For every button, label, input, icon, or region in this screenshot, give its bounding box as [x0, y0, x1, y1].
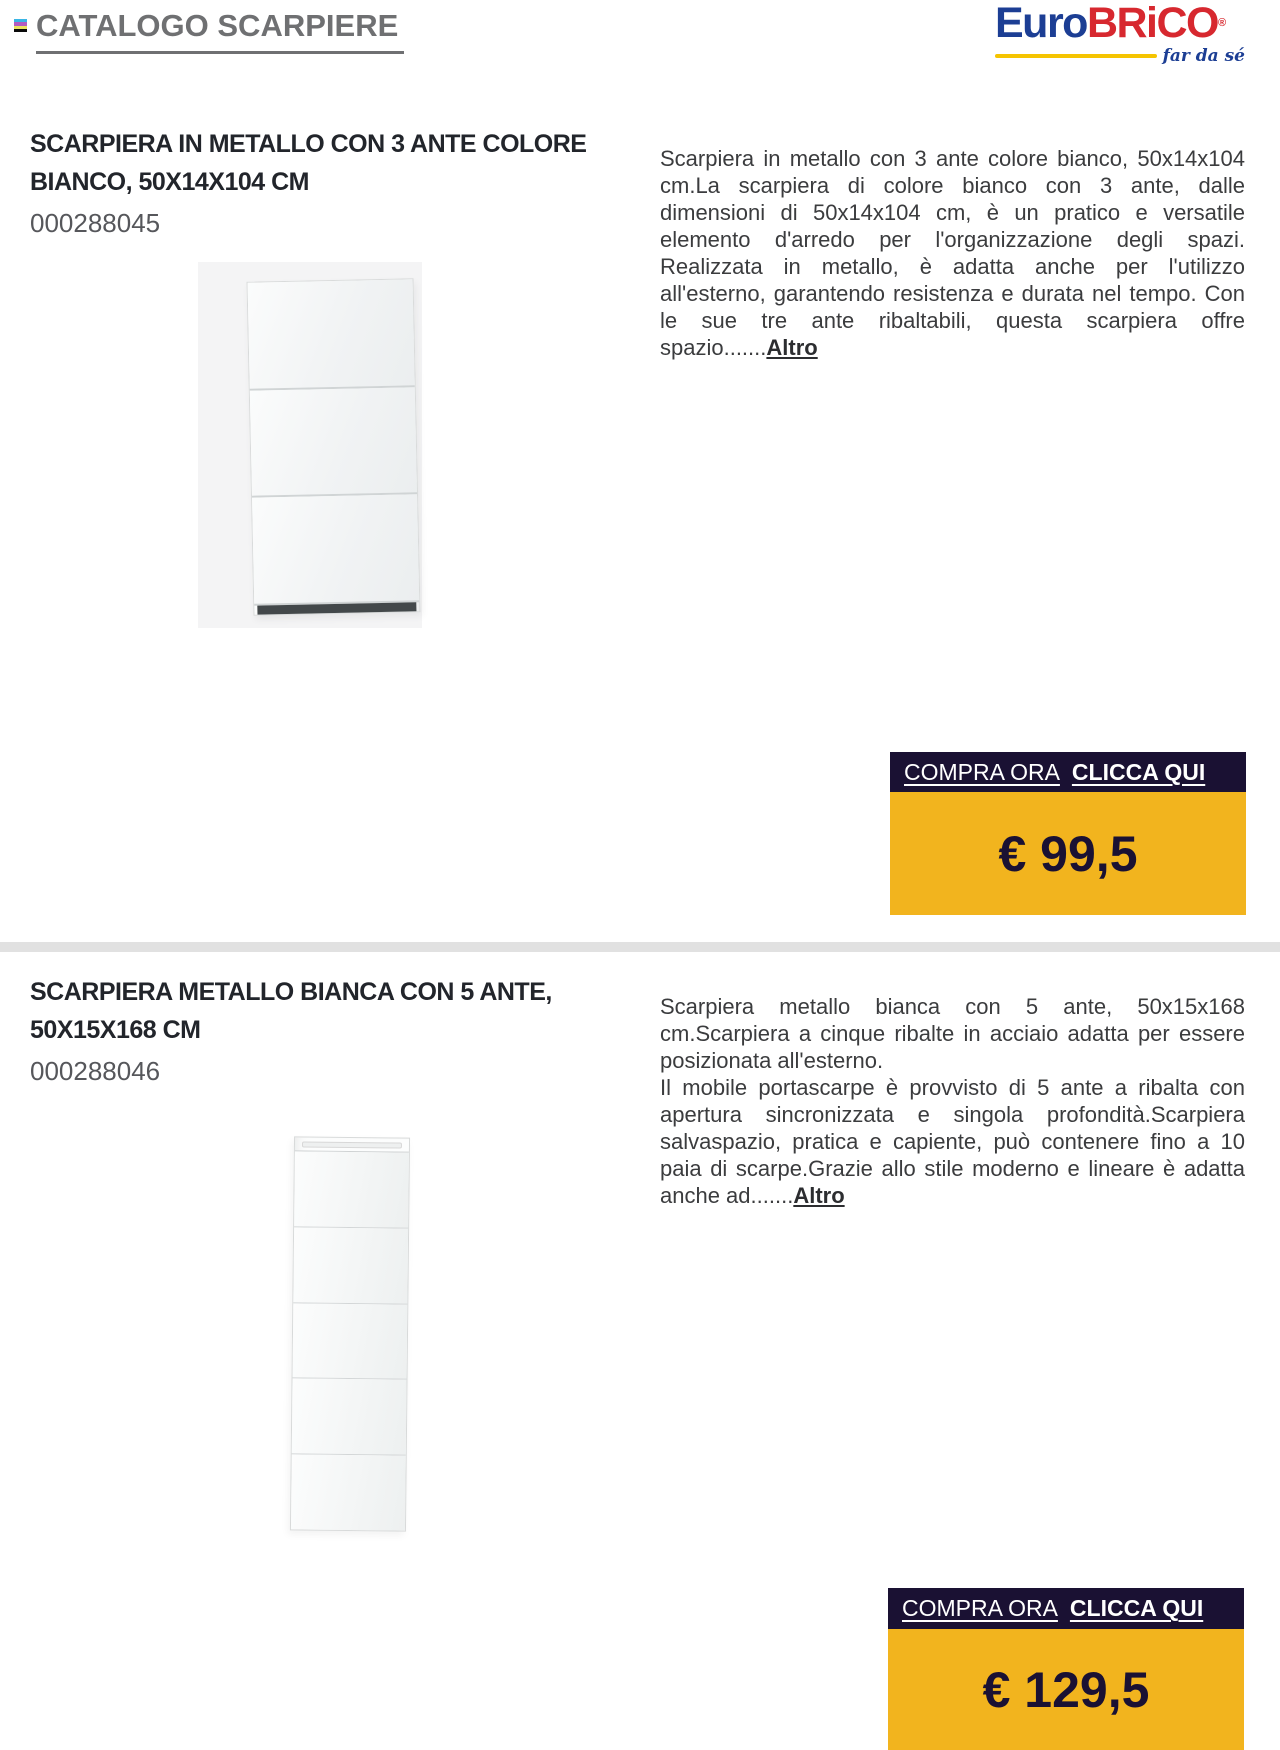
- buy-now-button[interactable]: [888, 1588, 1244, 1629]
- product-code: 000288045: [30, 208, 161, 238]
- description-text: Il mobile portascarpe è provvisto di 5 ante a ribalta con apertura sincronizzata e singola profondità.Scarpiera salvaspazio, pratica e capiente, può contenere fino a 10 paia di scarpe.Grazie allo stile moderno e lineare è adatta anche ad.......: [660, 1075, 1245, 1208]
- buy-box: [890, 752, 1246, 915]
- logo-underline: [995, 54, 1157, 58]
- eurobrico-logo: [995, 2, 1245, 66]
- product-description: [660, 993, 1245, 1209]
- product-description: [660, 145, 1245, 361]
- product-title: SCARPIERA IN METALLO CON 3 ANTE COLORE BIANCO, 50X14X104 CM: [30, 130, 587, 196]
- buy-now-label: COMPRA ORA: [904, 758, 1060, 785]
- description-text: Scarpiera in metallo con 3 ante colore bianco, 50x14x104 cm.La scarpiera di colore bianco con 3 ante, dalle dimensioni di 50x14x104 cm, è un pratico e versatile elemento d'arredo per l'organizzazione degli spazi. Realizzata in metallo, è adatta anche per l'utilizzo all'esterno, garantendo resistenza e durata nel tempo. Con le sue tre ante ribaltabili, questa scarpiera offre spazio.......: [660, 146, 1245, 360]
- cmyk-stripes-icon: [14, 19, 27, 32]
- product-photo: [230, 1100, 430, 1540]
- logo-euro-text: Euro: [995, 0, 1087, 47]
- buy-now-button[interactable]: [890, 752, 1246, 792]
- price-badge: € 129,5: [888, 1629, 1244, 1750]
- buy-now-label: COMPRA ORA: [902, 1595, 1058, 1621]
- shoe-cabinet-5-doors-image: [290, 1136, 410, 1531]
- click-here-label: CLICCA QUI: [1071, 758, 1206, 785]
- registered-mark-icon: ®: [1218, 17, 1227, 29]
- logo-wordmark: [995, 2, 1245, 45]
- product-title: SCARPIERA METALLO BIANCA CON 5 ANTE, 50X15X168 CM: [30, 978, 552, 1044]
- more-link[interactable]: Altro: [766, 335, 818, 360]
- click-here-label: CLICCA QUI: [1069, 1595, 1204, 1621]
- product-photo: [198, 262, 422, 628]
- price-badge: € 99,5: [890, 792, 1246, 915]
- page-title: CATALOGO SCARPIERE: [36, 6, 404, 54]
- more-link[interactable]: Altro: [793, 1183, 845, 1208]
- description-paragraph-2: [660, 1074, 1245, 1209]
- buy-box: [888, 1588, 1244, 1750]
- logo-brico-text: BRiCO: [1086, 0, 1219, 47]
- product-code: 000288046: [30, 1056, 161, 1086]
- shoe-cabinet-3-doors-image: [247, 278, 421, 615]
- logo-tagline: far da sé: [1162, 46, 1245, 66]
- description-paragraph-1: Scarpiera metallo bianca con 5 ante, 50x15x168 cm.Scarpiera a cinque ribalte in acciaio adatta per essere posizionata all'esterno.: [660, 994, 1245, 1073]
- section-divider: [0, 942, 1280, 952]
